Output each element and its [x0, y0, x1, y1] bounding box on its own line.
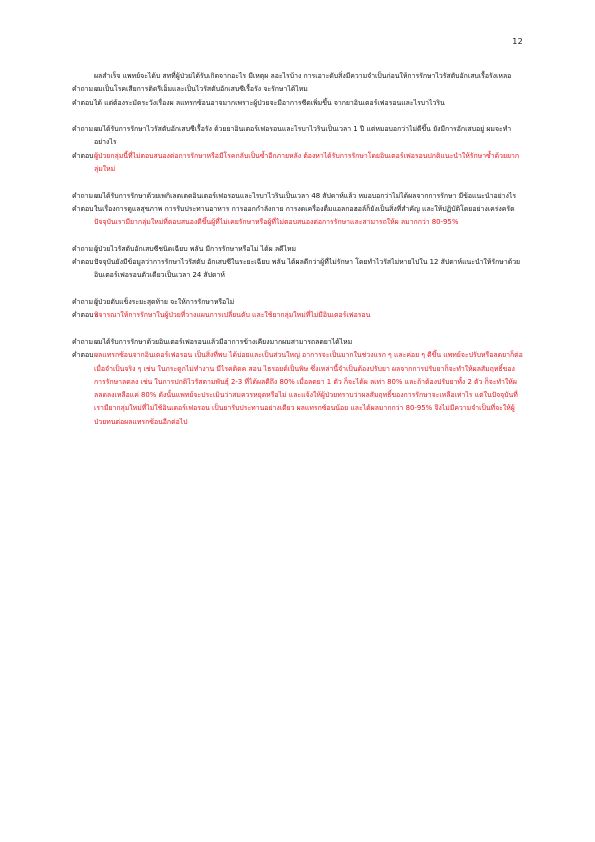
spacer	[72, 230, 523, 243]
question-text: ผู้ป่วยตับแข็งระยะสุดท้าย จะให้การรักษาหรือไม่	[94, 298, 235, 307]
question-row	[72, 296, 523, 309]
question-text: ผมได้รับการรักษาด้วยเพกิเลตเตดอินเตอร์เฟอรอนและไรบาไวรินเป็นเวลา 48 สัปดาห์แล้ว หมอบอกว่าไม่ได้ผลจากการรักษา มีข้อแนะนำอย่างไร	[94, 191, 517, 200]
spacer	[72, 176, 523, 189]
qa-block	[72, 243, 523, 283]
question-row	[72, 336, 523, 349]
question-text: ผู้ป่วยไวรัสตับอักเสบซีชนิดเฉียบ พลัน มีการรักษาหรือไม่ ได้ผ ลดีไหม	[94, 244, 297, 253]
answer-row	[72, 150, 523, 177]
answer-text	[94, 309, 523, 322]
document-body	[72, 70, 523, 429]
intro-paragraph: ผลสำเร็จ แพทย์จะได้บ สทที่ผู้ป่วยได้รับเกิดจากอะไร มีเหตุผ ลอะไรบ้าง การเอาะดับสิ่งมีความจำเป็นก่อนให้การรักษาไวรัสตับอักเสบเรื้อรังเหลอ	[94, 72, 512, 80]
answer-text	[94, 97, 523, 110]
answer-row	[72, 349, 523, 429]
answer-label: คำตอบ :	[72, 151, 98, 160]
answer-text	[94, 203, 523, 230]
question-label: คำถาม :	[72, 85, 98, 94]
answer-label: คำตอบ :	[72, 311, 98, 320]
question-label: คำถาม :	[72, 337, 98, 346]
answer-label: คำตอบ :	[72, 351, 98, 360]
answer-highlight: ผู้ป่วยกลุ่มนี้ที่ไม่ตอบสนองต่อการรักษาหรือมีโรคกลับเป็นซ้ำอีกภายหลัง ต้องหาได้รับการรักษาโดยอินเตอร์เฟอรอนปกติแนะนำให้รักษาซ้ำด้วยยากลุ่มใหม่	[94, 151, 520, 174]
answer-label: คำตอบ :	[72, 258, 98, 267]
question-text: ผมเป็นโรคเสียการติดรีเอ็มและเป็นไวรัสตับอักเสบซีเรื้อรัง จะรักษาได้ไหม	[94, 85, 308, 94]
qa-block	[72, 190, 523, 230]
spacer	[72, 283, 523, 296]
question-label: คำถาม :	[72, 191, 98, 200]
answer-plain: ได้ แต่ต้องระมัดระวังเรื่องผ ลแทรกซ้อนอาจมากเพราะผู้ป่วยจะมีอาการซีดเพิ่มขึ้น จากยาอินเตอร์เฟอรอนและไรบาไวริน	[94, 98, 445, 107]
spacer	[72, 110, 523, 123]
question-row	[72, 83, 523, 96]
page-number: 12	[512, 37, 523, 46]
question-label: คำถาม :	[72, 244, 98, 253]
answer-text	[94, 150, 523, 177]
answer-row	[72, 203, 523, 230]
question-row	[72, 123, 523, 150]
answer-highlight: ปัจจุบันเรามียากลุ่มใหม่ที่ตอบสนองดีขึ้นผู้ที่ไม่เคยรักษาหรือผู้ที่ไม่ตอบสนองต่อการรักษาและสามารถให้ผ ลมากกว่า 80-95%	[94, 218, 459, 227]
answer-text	[94, 349, 523, 429]
qa-block	[72, 336, 523, 429]
question-label: คำถาม :	[72, 298, 98, 307]
qa-list	[72, 83, 523, 429]
answer-plain: ในเรื่องการดูแลสุขภาพ การรับประทานอาหาร การออกกำลังกาย การงดเครื่องดื่มแอลกอฮอล์ก็ยังเป็นสิ่งที่สำคัญ และให้ปฏิบัติโดยอย่างเคร่งครัด	[94, 204, 515, 213]
answer-row	[72, 309, 523, 322]
qa-block	[72, 123, 523, 176]
answer-text	[94, 256, 523, 283]
question-row	[72, 243, 523, 256]
question-text: ผมได้รับการรักษาด้วยอินเตอร์เฟอรอนแล้วมีอาการข้างเคียงมากผมสามารถลดยาได้ไหม	[94, 337, 353, 346]
answer-label: คำตอบ :	[72, 204, 98, 213]
qa-block	[72, 83, 523, 110]
question-row	[72, 190, 523, 203]
answer-highlight: พิจารณาให้การรักษาในผู้ป่วยที่วางแผนการเปลี่ยนตับ และใช้ยากลุ่มใหม่ที่ไม่มีอินเตอร์เฟอรอน	[94, 311, 371, 320]
answer-row	[72, 97, 523, 110]
answer-row	[72, 256, 523, 283]
question-text: ผมได้รับการรักษาไวรัสตับอักเสบซีเรื้อรัง ด้วยยาอินเตอร์เฟอรอนและไรบาไวรินเป็นเวลา 1 ปี แต่หมอบอกว่าไม่ดีขึ้น ยังมีการอักเสบอยู่ ผมจะทำอย่างไร	[94, 125, 512, 147]
answer-highlight: ผลแทรกซ้อนจากอินเตอร์เฟอรอน เป็นสิ่งที่พบ ได้บ่อยและเป็นส่วนใหญ่ อาการจะเป็นมากในช่วงแรก ๆ และค่อย ๆ ดีขึ้น แพทย์จะปรับหรือลดยาก็ต่อเมื่อจำเป็นจริง ๆ เช่น ในกระดูกไม่ทำงาน มีไรคติดค สอน ไธรอยด์เป็นพิษ ซึ่งเหล่านี้จำเป็นต้องปรับยา ผลจากการปรับยาก็จะทำให้ผลสัมฤทธิ์ของการรักษาลดลง เช่น ในการปกติไวรัสตามพันธุ์ 2-3 ที่ได้ผลดีถึง 80% เมื่อลดยา 1 ตัว ก็จะได้ผ ลเท่า 80% และถ้าต้องปรับยาทั้ง 2 ตัว ก็จะทำให้ผ ลลดลงเหลือแค่ 80% ดังนั้นแพทย์จะประเมินว่าสมควรหยุดหรือไม่ และแจ้งให้ผู้ป่วยทราบว่าผลสัมฤทธิ์ของการรักษาจะเหลือเท่าไร แต่ในปัจจุบันที่เรามียากลุ่มใหม่ที่ไม่ใช้อินเตอร์เฟอรอน เป็นยารับประทานอย่างเดียว ผลแทรกซ้อนน้อย และได้ผลมากกว่า 80-95% จึงไม่มีความจำเป็นที่จะให้ผู้ป่วยทนต่อผลแทรกซ้อนอีกต่อไป	[94, 351, 523, 426]
answer-plain: ปัจจุบันยังมีข้อมูลว่าการรักษาไวรัสตับ อักเสบซีในระยะเฉียบ พลัน ได้ผลดีกว่าผู้ที่ไม่รักษา โดยทำไวรัสไม่หายไปใน 12 สัปดาห์แนะนำให้รักษาด้วยอินเตอร์เฟอรอนตัวเดียวเป็นเวลา 24 สัปดาห์	[94, 258, 521, 280]
answer-label: คำตอบ :	[72, 98, 98, 107]
question-label: คำถาม :	[72, 125, 98, 134]
spacer	[72, 323, 523, 336]
qa-block	[72, 296, 523, 323]
